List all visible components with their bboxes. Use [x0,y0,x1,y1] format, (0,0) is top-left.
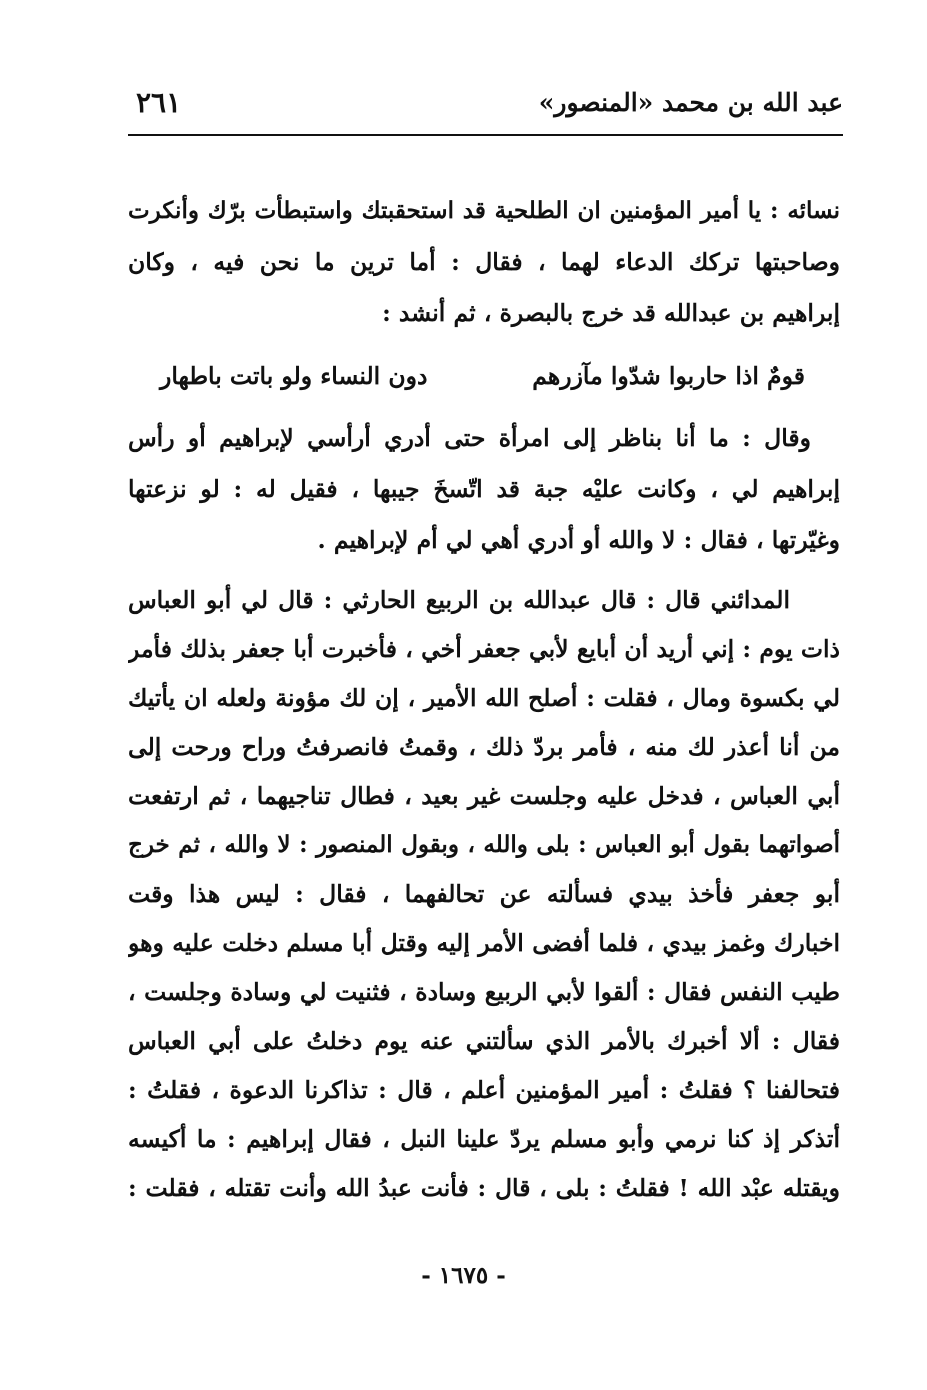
text-line: أبي العباس ، فدخل عليه وجلست غير بعيد ، فطال تناجيهما ، ثم ارتفعت [128,782,840,810]
verse-first-hemistich: قومٌ اذا حاربوا شدّوا مآزرهم [532,362,805,390]
text-line: من أنا أعذر لك منه ، فأمر بردّ ذلك ، وقمتُ فانصرفتُ وراح ورحت إلى [128,733,840,761]
text-line: إبراهيم بن عبدالله قد خرج بالبصرة ، ثم أنشد : [382,299,840,327]
text-line: ذات يوم : إني أريد أن أبايع لأبي جعفر أخي ، فأخبرت أبا جعفر بذلك فأمر [128,635,840,663]
text-line: المدائني قال : قال عبدالله بن الربيع الحارثي : قال لي أبو العباس [128,586,790,614]
text-line: إبراهيم لي ، وكانت عليْه جبة قد اتّسخَ جيبها ، فقيل له : لو نزعتها [128,475,840,503]
header-page-number: ٢٦١ [136,86,182,119]
text-line: ويقتله عبْد الله ! فقلتُ : بلى ، قال : فأنت عبدُ الله وأنت تقتله ، فقلت : [128,1174,840,1202]
text-line: أبو جعفر فأخذ بيدي فسألته عن تحالفهما ، فقال : ليس هذا وقت [128,880,840,908]
text-line: اخبارك وغمز بيدي ، فلما أفضى الأمر إليه وقتل أبا مسلم دخلت عليه وهو [128,929,840,957]
text-line: نسائه : يا أمير المؤمنين ان الطلحية قد استحقبتك واستبطأت برّك وأنكرت [128,197,840,224]
text-line: طيب النفس فقال : ألقوا لأبي الربيع وسادة ، فثنيت لي وسادة وجلست ، [128,978,840,1006]
verse-second-hemistich: دون النساء ولو باتت باطهار [160,362,428,390]
text-line: وصاحبتها تركك الدعاء لهما ، فقال : أما ترين ما نحن فيه ، وكان [128,248,840,276]
text-line: لي بكسوة ومال ، فقلت : أصلح الله الأمير ، إن لك مؤونة ولعله ان يأتيك [128,684,840,712]
running-title: عبد الله بن محمد «المنصور» [538,88,843,117]
text-line: وغيّرتها ، فقال : لا والله أو أدري أهي لي أم لإبراهيم . [317,526,840,554]
page-header [128,82,843,132]
text-line: أصواتهما بقول أبو العباس : بلى والله ، وبقول المنصور : لا والله ، ثم خرج [128,831,840,858]
footer-page-number: - ١٦٧٥ - [421,1262,506,1289]
header-divider [128,134,843,136]
text-line: فقال : ألا أخبرك بالأمر الذي سألتني عنه يوم دخلتُ على أبي العباس [128,1027,840,1055]
text-line: فتحالفنا ؟ فقلتُ : أمير المؤمنين أعلم ، قال : تذاكرنا الدعوة ، فقلتُ : [128,1076,840,1104]
text-line: وقال : ما أنا بناظر إلى امرأة حتى أدري أرأسي لإبراهيم أو رأس [128,424,811,452]
text-line: أتذكر إذ كنا نرمي وأبو مسلم يردّ علينا النبل ، فقال إبراهيم : ما أكيسه [128,1125,840,1153]
